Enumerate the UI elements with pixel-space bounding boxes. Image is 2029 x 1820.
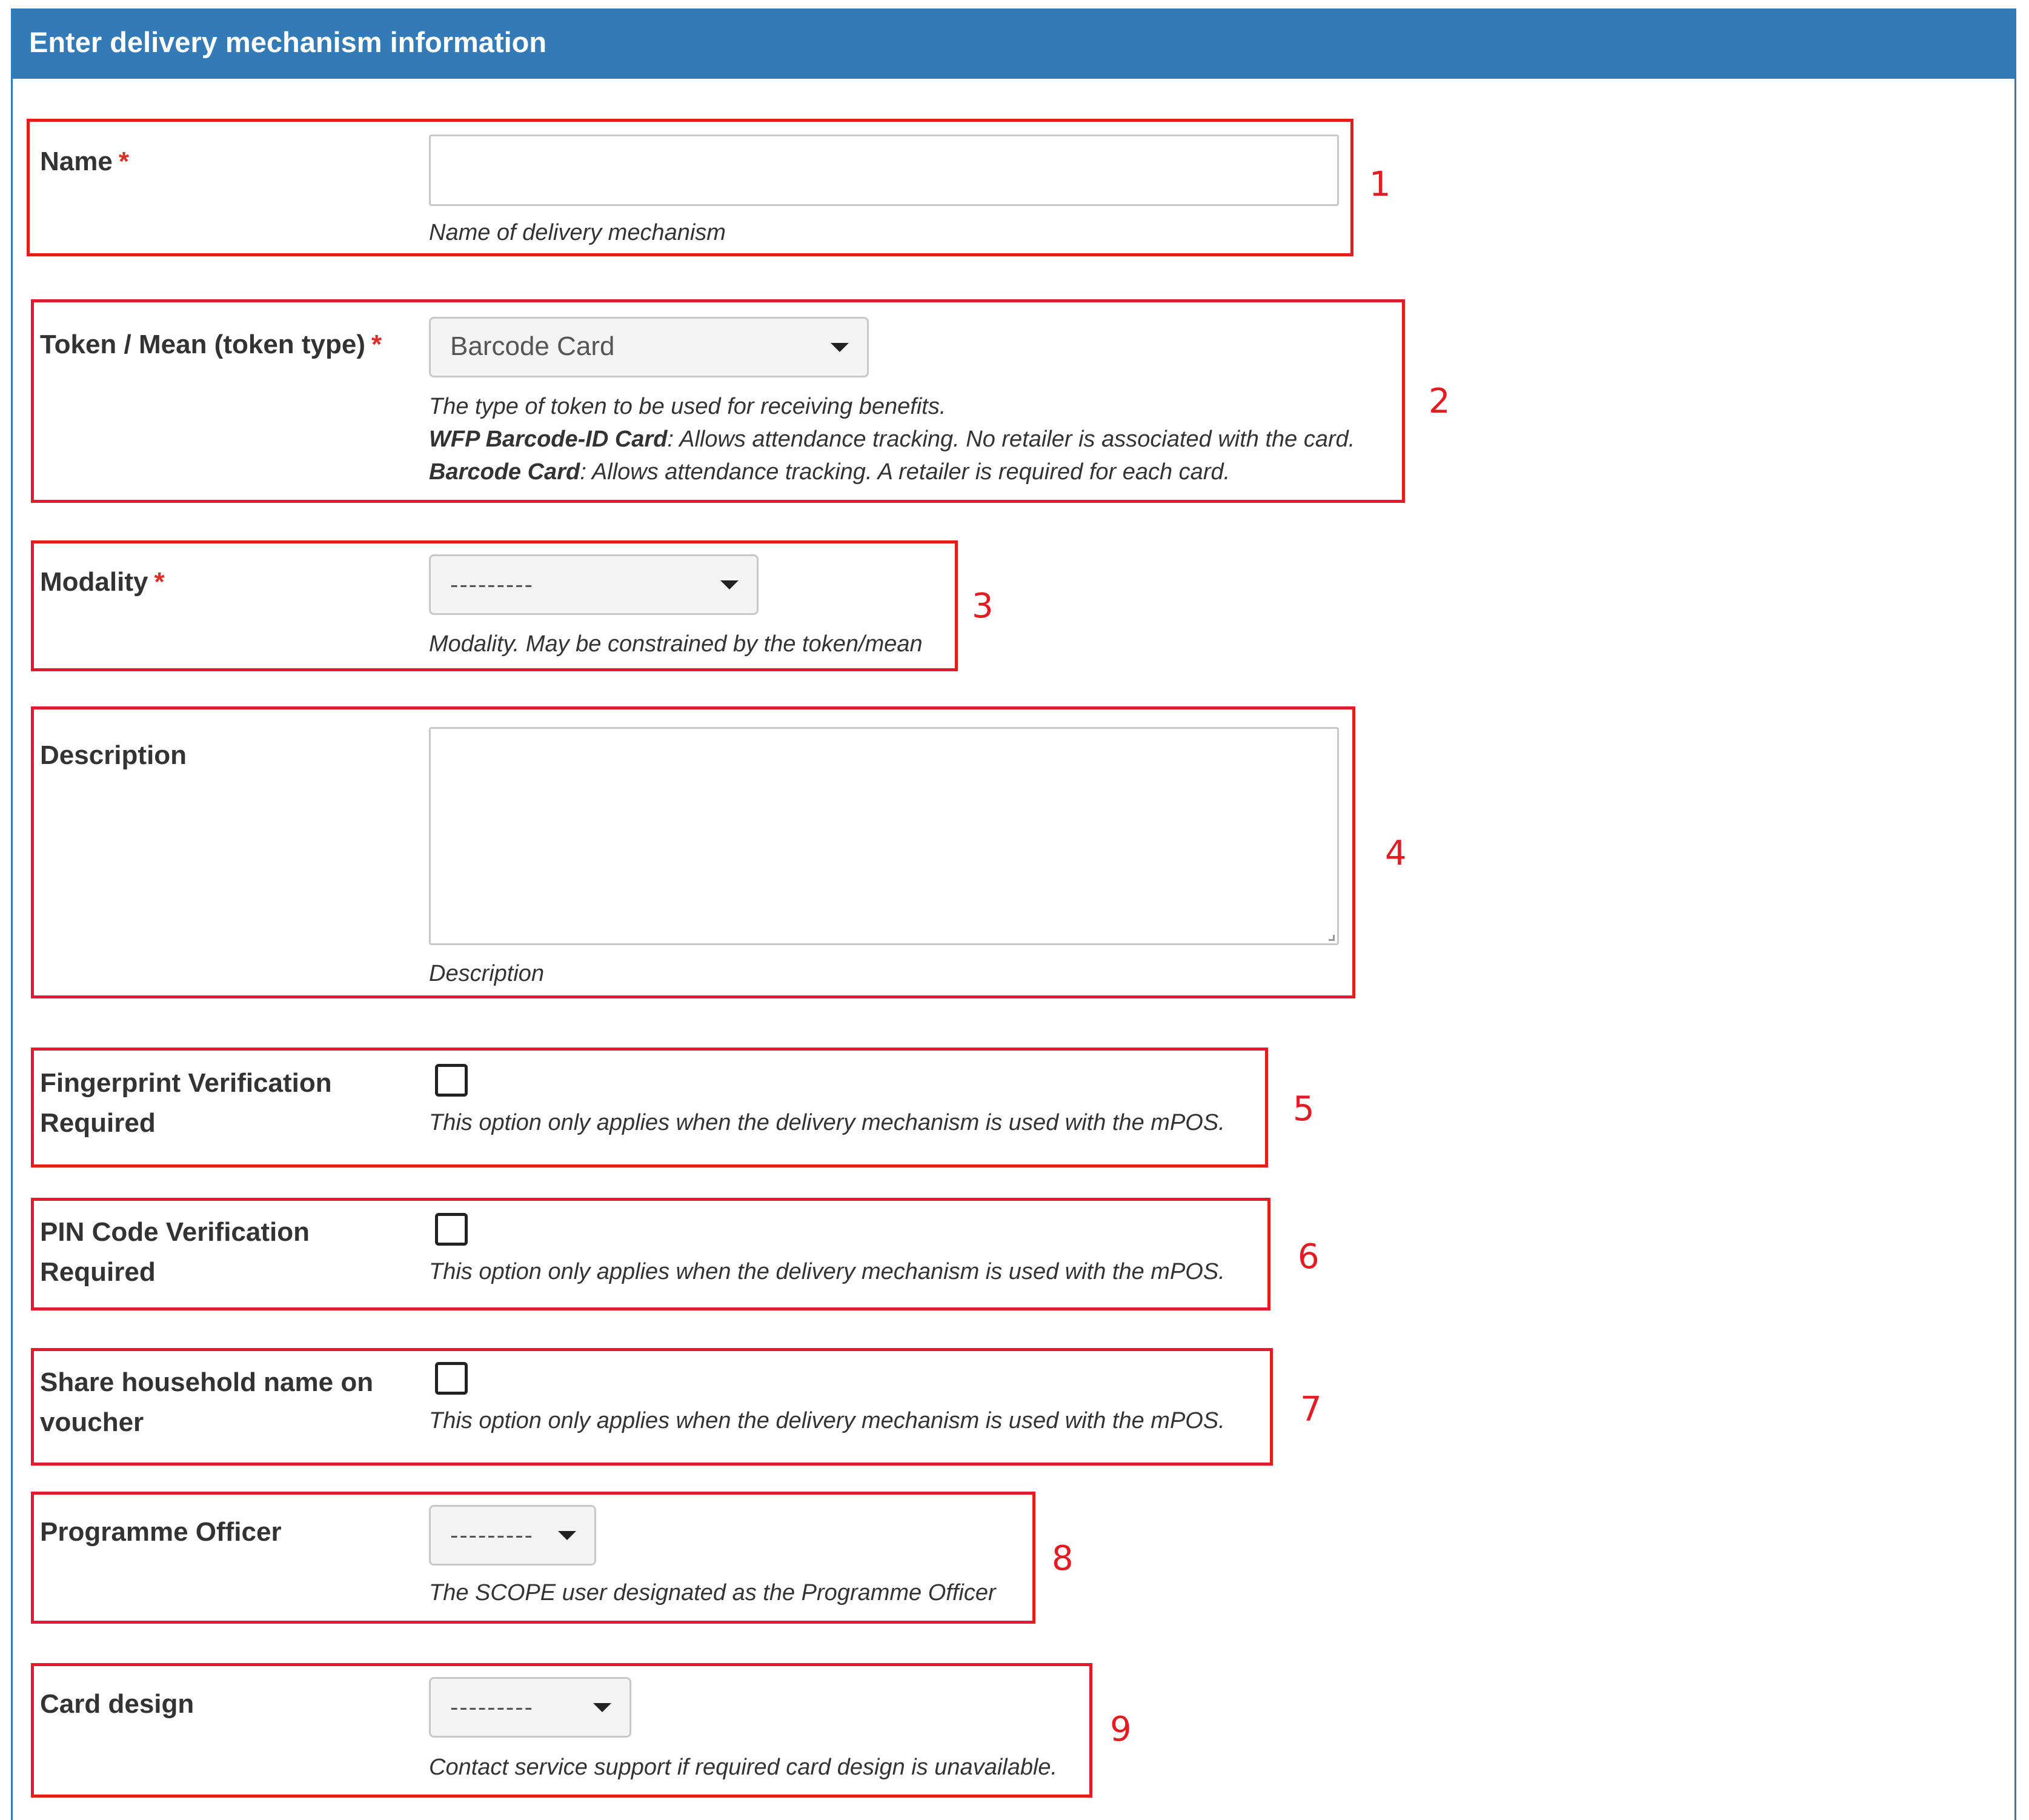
- name-input[interactable]: [429, 135, 1339, 206]
- required-asterisk: *: [118, 147, 129, 176]
- required-asterisk: *: [371, 330, 382, 359]
- fingerprint-label-line2: Required: [40, 1108, 156, 1138]
- token-select-value: Barcode Card: [450, 331, 615, 361]
- programme-officer-help: The SCOPE user designated as the Programme Officer: [429, 1580, 996, 1606]
- card-design-help: Contact service support if required card design is unavailable.: [429, 1755, 1058, 1780]
- token-select[interactable]: [429, 317, 869, 377]
- chevron-down-icon: [831, 343, 849, 352]
- marker-4: 4: [1385, 834, 1407, 873]
- marker-2: 2: [1429, 382, 1450, 421]
- modality-label-text: Modality: [40, 567, 148, 597]
- share-name-label-line1: Share household name on: [40, 1367, 374, 1397]
- panel-title: Enter delivery mechanism information: [29, 26, 547, 58]
- token-help-line2: [429, 423, 1355, 456]
- name-help: Name of delivery mechanism: [429, 220, 726, 245]
- pin-label-line1: PIN Code Verification: [40, 1217, 310, 1247]
- card-design-select-value: ---------: [450, 1694, 534, 1721]
- share-name-help: This option only applies when the delivery mechanism is used with the mPOS.: [429, 1408, 1225, 1433]
- token-help-line3-bold: Barcode Card: [429, 459, 580, 485]
- name-label-text: Name: [40, 147, 113, 176]
- resize-handle-icon[interactable]: [1329, 935, 1335, 941]
- chevron-down-icon: [558, 1531, 576, 1540]
- fingerprint-help: This option only applies when the delivery mechanism is used with the mPOS.: [429, 1110, 1225, 1135]
- programme-officer-select[interactable]: [429, 1505, 596, 1566]
- marker-9: 9: [1110, 1710, 1132, 1749]
- pin-checkbox[interactable]: [435, 1213, 468, 1246]
- modality-label: [40, 562, 165, 602]
- fingerprint-label-line1: Fingerprint Verification: [40, 1068, 332, 1098]
- marker-8: 8: [1052, 1539, 1074, 1578]
- marker-5: 5: [1293, 1089, 1315, 1129]
- description-help: Description: [429, 961, 545, 986]
- marker-6: 6: [1298, 1237, 1320, 1277]
- chevron-down-icon: [720, 580, 739, 590]
- modality-help: Modality. May be constrained by the token/mean: [429, 631, 923, 657]
- modality-select-value: ---------: [450, 571, 534, 598]
- token-help-line1: The type of token to be used for receiving benefits.: [429, 394, 946, 419]
- token-help-line3: [429, 456, 1230, 488]
- fingerprint-checkbox[interactable]: [435, 1064, 468, 1097]
- marker-7: 7: [1300, 1390, 1322, 1429]
- share-name-checkbox[interactable]: [435, 1362, 468, 1395]
- share-name-label-line2: voucher: [40, 1407, 144, 1437]
- description-label: Description: [40, 740, 187, 770]
- chevron-down-icon: [593, 1703, 611, 1712]
- marker-1: 1: [1369, 165, 1391, 204]
- token-help-line2-rest: : Allows attendance tracking. No retailer is associated with the card.: [667, 427, 1355, 452]
- token-help-line2-bold: WFP Barcode-ID Card: [429, 427, 668, 452]
- modality-select[interactable]: [429, 554, 759, 615]
- required-asterisk: *: [154, 567, 165, 597]
- marker-3: 3: [972, 586, 994, 626]
- card-design-label: Card design: [40, 1689, 194, 1719]
- token-label: [40, 325, 382, 365]
- pin-label-line2: Required: [40, 1257, 156, 1287]
- token-label-text: Token / Mean (token type): [40, 330, 366, 359]
- card-design-select[interactable]: [429, 1677, 631, 1738]
- pin-help: This option only applies when the delivery mechanism is used with the mPOS.: [429, 1259, 1225, 1284]
- token-help-line3-rest: : Allows attendance tracking. A retailer is required for each card.: [580, 459, 1230, 485]
- name-label: [40, 142, 129, 182]
- programme-officer-select-value: ---------: [450, 1522, 534, 1549]
- programme-officer-label: Programme Officer: [40, 1517, 282, 1547]
- description-textarea[interactable]: [429, 727, 1339, 945]
